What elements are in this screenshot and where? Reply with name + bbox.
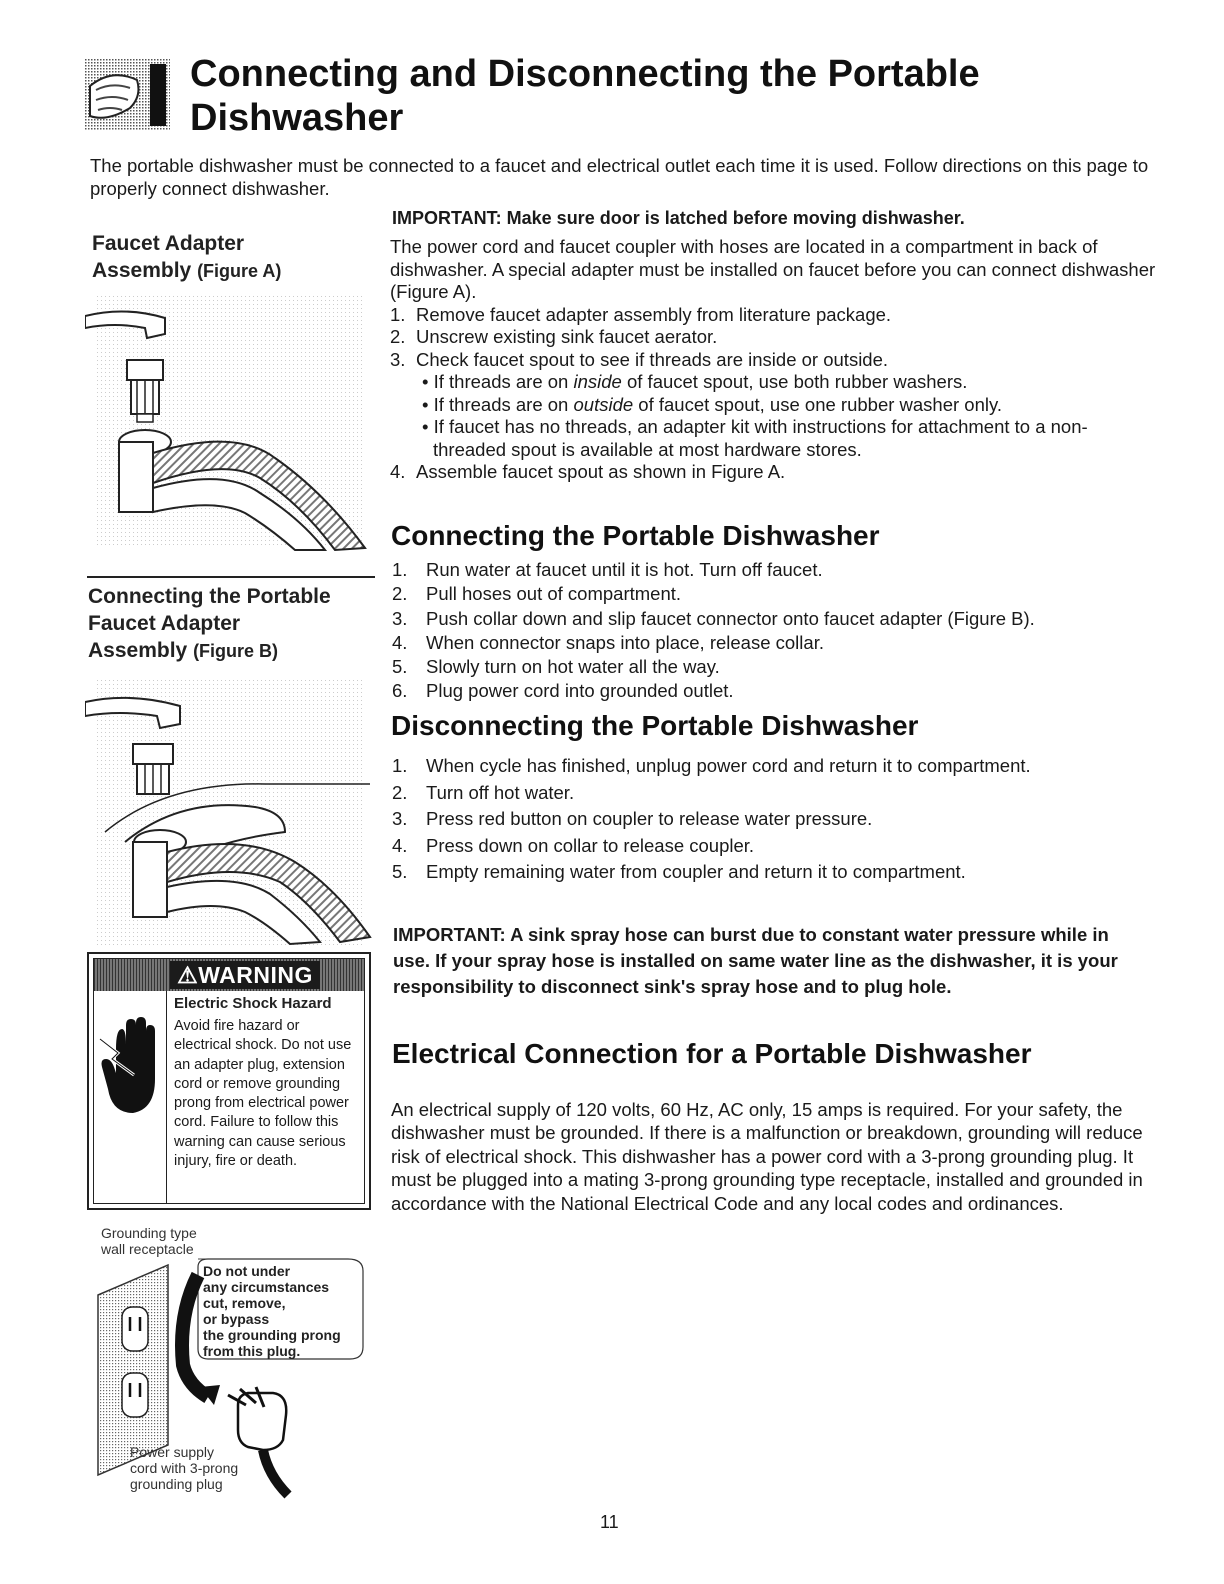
list-item: 4. Press down on collar to release coupler. — [392, 834, 755, 856]
list-item: 4. Assemble faucet spout as shown in Figure A. — [390, 461, 786, 482]
electrical-paragraph: An electrical supply of 120 volts, 60 Hz, AC only, 15 amps is required. For your safety, the dishwasher must be grounded. If there is a malfunction or breakdown, grounding will reduce risk of electrical shock. This dishwasher has a power cord with a 3-prong grounding plug. It must be plugged into a mating 3-prong grounding type receptacle, installed and grounded in accordance with the National Electrical Code and any local codes and ordinances. — [391, 1099, 1143, 1214]
intro-paragraph: The portable dishwasher must be connected to a faucet and electrical outlet each time it is used. Follow directions on this page to properly connect dishwasher. — [90, 155, 1149, 199]
list-item: 6. Plug power cord into grounded outlet. — [392, 680, 734, 702]
warning-text: Avoid fire hazard or electrical shock. Do not use an adapter plug, extension cord or remove grounding prong from electrical power cord. Failure to follow this warning can cause serious injury, fire or death. — [174, 1018, 352, 1170]
receptacle-label: Grounding type wall receptacle — [101, 1225, 197, 1257]
divider — [87, 576, 375, 578]
list-item: • If threads are on outside of faucet spout, use one rubber washer only. — [422, 393, 1003, 415]
thread-bullets — [390, 371, 978, 394]
power-cord-label: Power supply cord with 3-prong grounding plug — [130, 1444, 239, 1492]
list-item: 1. Run water at faucet until it is hot. Turn off faucet. — [392, 559, 823, 580]
adapter-section — [390, 236, 1160, 484]
warning-label: ⚠WARNING — [170, 961, 320, 989]
connecting-steps — [392, 558, 1035, 704]
adapter-steps — [390, 304, 1160, 372]
connecting-heading: Connecting the Portable Dishwasher — [391, 520, 880, 551]
figure-a-heading: Faucet Adapter Assembly (Figure A) — [92, 232, 282, 282]
warning-banner — [94, 959, 364, 991]
list-item: 2. Unscrew existing sink faucet aerator. — [390, 326, 718, 347]
list-item: 3. Check faucet spout to see if threads are inside or outside. — [390, 348, 889, 370]
warning-title: Electric Shock Hazard — [174, 995, 332, 1012]
thread-bullets-more — [390, 394, 1160, 462]
list-item: • If threads are on inside of faucet spout, use both rubber washers. — [422, 371, 968, 392]
list-item: 4. When connector snaps into place, release collar. — [392, 631, 824, 653]
list-item: 3. Press red button on coupler to release water pressure. — [392, 808, 873, 829]
faucet-connecting-figure-b — [85, 672, 375, 950]
figure-b-heading: Connecting the Portable Faucet Adapter Assembly (Figure B) — [88, 585, 331, 662]
page-number: 11 — [600, 1512, 619, 1532]
list-item: 2. Turn off hot water. — [392, 781, 575, 803]
faucet-adapter-figure-a — [85, 288, 375, 553]
list-item: • If faucet has no threads, an adapter kit with instructions for attachment to a non-threaded spout is available at most hardware stores. — [422, 416, 1088, 460]
electrical-heading: Electrical Connection for a Portable Dishwasher — [392, 1038, 1032, 1069]
dishwasher-section-icon — [82, 56, 172, 132]
list-item: 5. Slowly turn on hot water all the way. — [392, 656, 720, 678]
list-item: 1. When cycle has finished, unplug power cord and return it to compartment. — [392, 755, 1031, 776]
list-item: 1. Remove faucet adapter assembly from literature package. — [390, 303, 892, 325]
electric-shock-hand-icon — [98, 1009, 162, 1119]
list-item: 5. Empty remaining water from coupler and return it to compartment. — [392, 861, 966, 882]
important-door-latched: IMPORTANT: Make sure door is latched before moving dishwasher. — [392, 208, 965, 228]
adapter-paragraph: The power cord and faucet coupler with hoses are located in a compartment in back of dishwasher. A special adapter must be installed on faucet before you can connect dishwasher (Figure A). — [390, 236, 1156, 302]
important-spray-hose: IMPORTANT: A sink spray hose can burst due to constant water pressure while in use. If your spray hose is installed on same water line as the dishwasher, it is your responsibility to disconnect sink's spray hose and to plug hole. — [393, 924, 1118, 997]
warning-box — [87, 952, 371, 1210]
list-item: 2. Pull hoses out of compartment. — [392, 583, 682, 605]
disconnecting-heading: Disconnecting the Portable Dishwasher — [391, 710, 919, 741]
disconnecting-steps — [392, 753, 1031, 886]
page-title: Connecting and Disconnecting the Portable Dishwasher — [190, 53, 980, 139]
list-item: 3. Push collar down and slip faucet connector onto faucet adapter (Figure B). — [392, 607, 1035, 629]
grounding-prong-callout: Do not under any circumstances cut, remove, or bypass the grounding prong from this plug. — [203, 1263, 341, 1359]
